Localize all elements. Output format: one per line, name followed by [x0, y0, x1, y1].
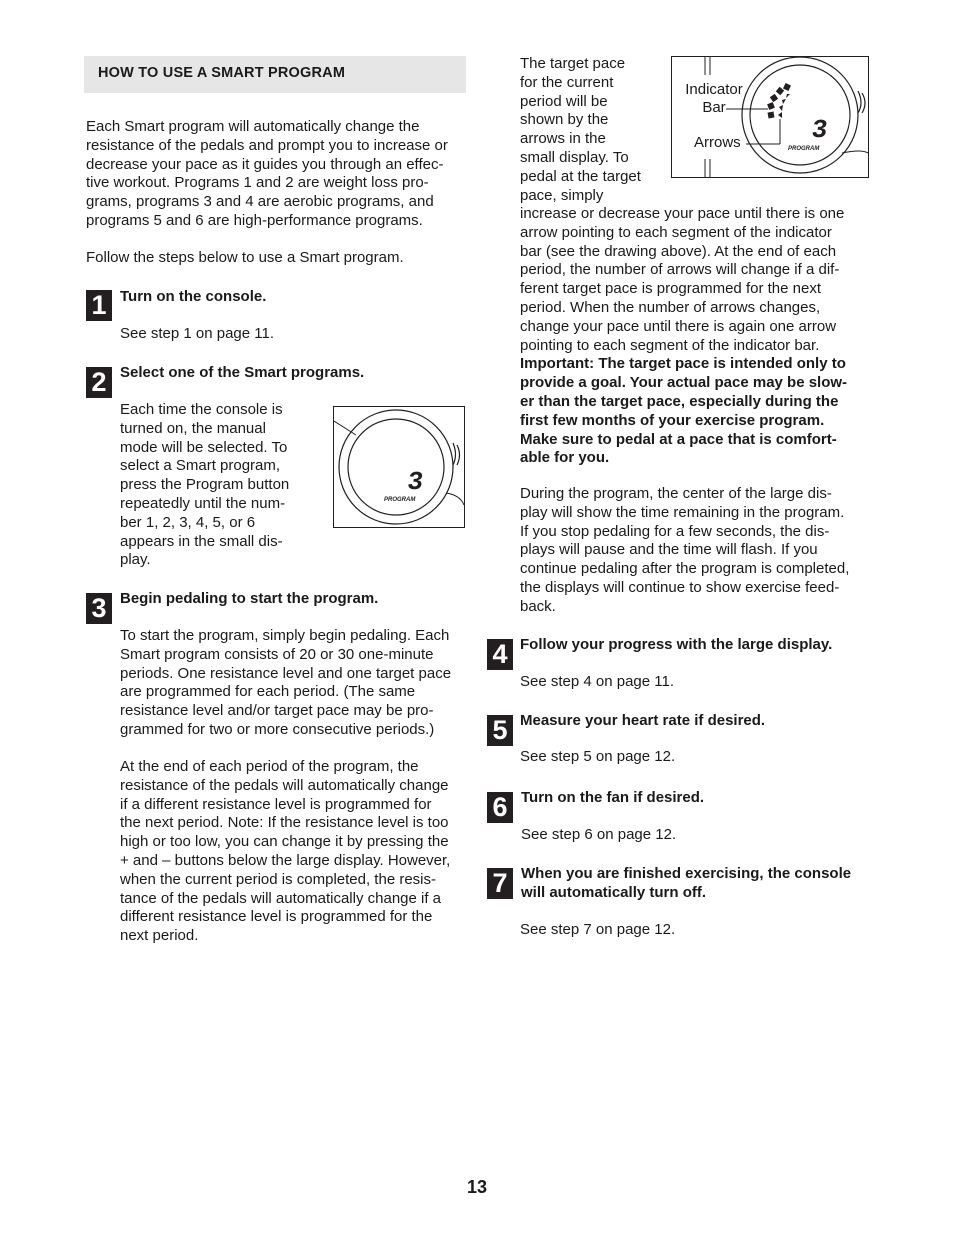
display-program-word: PROGRAM [384, 497, 416, 503]
target-line: shown by the [520, 111, 609, 129]
target-line: period will be [520, 92, 608, 110]
target-line: pedal at the target [520, 167, 641, 185]
section-title: HOW TO USE A SMART PROGRAM [98, 65, 346, 81]
target-pace-short-text [520, 55, 641, 205]
step-3-title: Begin pedaling to start the program. [120, 590, 379, 607]
display-digit: 3 [809, 115, 830, 145]
important-line: first few months of your exercise program. [520, 411, 825, 429]
step-7-body: See step 7 on page 12. [520, 921, 676, 938]
step-4-body: See step 4 on page 11. [520, 673, 675, 690]
target-arrows [778, 94, 790, 118]
step-1-title: Turn on the console. [120, 288, 267, 305]
step-3-line: To start the program, simply begin pedaling. Each [120, 627, 450, 644]
step-number-1: 1 [86, 290, 112, 321]
step-2-line: mode will be selected. To [120, 438, 288, 456]
indicator-display-drawing [672, 57, 868, 177]
step-7-title-line: When you are finished exercising, the console [521, 865, 852, 882]
indicator-label: Indicator [685, 81, 743, 98]
step-2-line: select a Smart program, [120, 457, 281, 475]
step-2-line: turned on, the manual [120, 419, 266, 437]
display-digit: 3 [405, 467, 426, 497]
step-3-line: high or too low, you can change it by pressing the [120, 833, 449, 851]
intro-paragraph [86, 118, 448, 231]
step-3-line: different resistance level is programmed for the [120, 908, 433, 926]
step-3-body-2 [120, 758, 450, 946]
step-7-title-line: will automatically turn off. [521, 883, 707, 901]
page-number: 13 [466, 1177, 488, 1197]
indicator-bar-segments [767, 83, 791, 118]
step-3-line: when the current period is completed, the resis- [120, 870, 436, 888]
target-line: arrows in the [520, 130, 606, 148]
console-display-drawing [334, 407, 464, 527]
target-line: for the current [520, 73, 614, 91]
step-3-line: next period. [120, 927, 199, 945]
during-line: If you stop pedaling for a few seconds, the dis- [520, 522, 830, 540]
target-line: period, the number of arrows will change if a dif- [520, 261, 840, 279]
target-line: ferent target pace is programmed for the next [520, 280, 821, 298]
intro-line: grams, programs 3 and 4 are aerobic programs, and [86, 193, 434, 211]
step-3-line: the next period. Note: If the resistance level is too [120, 814, 449, 832]
target-line: arrow pointing to each segment of the indicator [520, 223, 832, 241]
intro-line: decrease your pace as it guides you through an effec- [86, 155, 444, 173]
during-line: play will show the time remaining in the program. [520, 503, 845, 521]
step-2-line: ber 1, 2, 3, 4, 5, or 6 [120, 513, 256, 531]
step-2-line: Each time the console is [120, 401, 283, 418]
target-line: period. When the number of arrows changes, [520, 298, 821, 316]
step-3-line: periods. One resistance level and one target pace [120, 664, 452, 682]
during-line: continue pedaling after the program is completed, [520, 560, 850, 578]
step-3-line: Smart program consists of 20 or 30 one-minute [120, 645, 434, 663]
intro-line: programs 5 and 6 are high-performance programs. [86, 211, 423, 229]
arrows-label: Arrows [694, 134, 741, 151]
display-program-word: PROGRAM [788, 146, 820, 152]
step-6-body: See step 6 on page 12. [521, 826, 677, 843]
step-number-6: 6 [487, 792, 513, 823]
follow-steps-text: Follow the steps below to use a Smart program. [86, 249, 404, 266]
target-line: small display. To [520, 148, 629, 166]
target-line: change your pace until there is again one arrow [520, 317, 837, 335]
step-3-line: resistance level and/or target pace may be pro- [120, 702, 434, 720]
step-3-line: tance of the pedals will automatically change if a [120, 889, 442, 907]
step-3-line: resistance of the pedals will automatically change [120, 776, 449, 794]
step-number-5: 5 [487, 715, 513, 746]
step-5-body: See step 5 on page 12. [520, 748, 676, 765]
bar-label: Bar [702, 99, 726, 116]
target-line: pointing to each segment of the indicator bar. [520, 336, 820, 354]
step-3-line: grammed for two or more consecutive periods.) [120, 720, 435, 738]
step-2-line: play. [120, 551, 151, 569]
during-line: the displays will continue to show exercise feed- [520, 578, 840, 596]
step-number-4: 4 [487, 639, 513, 670]
step-1-body: See step 1 on page 11. [120, 325, 275, 342]
during-line: plays will pause and the time will flash. If you [520, 541, 818, 559]
during-program-text [520, 485, 849, 617]
step-4-title: Follow your progress with the large display. [520, 636, 833, 653]
target-line: The target pace [520, 55, 626, 72]
step-7-title [521, 865, 851, 903]
step-2-line: appears in the small dis- [120, 532, 283, 550]
step-number-7: 7 [487, 868, 513, 899]
step-3-line: if a different resistance level is programmed for [120, 795, 432, 813]
target-line: bar (see the drawing above). At the end of each [520, 242, 837, 260]
step-3-line: At the end of each period of the program, the [120, 758, 419, 775]
intro-line: tive workout. Programs 1 and 2 are weight loss pro- [86, 174, 429, 192]
during-line: back. [520, 597, 556, 615]
step-3-line: are programmed for each period. (The same [120, 683, 416, 701]
step-2-body [120, 401, 289, 570]
step-3-body [120, 627, 451, 740]
target-line: increase or decrease your pace until there is one [520, 205, 845, 222]
intro-line: Each Smart program will automatically change the [86, 118, 420, 135]
indicator-bar-figure [671, 56, 869, 178]
important-line: able for you. [520, 449, 610, 467]
step-2-line: repeatedly until the num- [120, 494, 286, 512]
step-6-title: Turn on the fan if desired. [521, 789, 705, 806]
target-pace-long-text [520, 205, 847, 468]
step-number-3: 3 [86, 593, 112, 624]
program-display-figure [333, 406, 465, 528]
during-line: During the program, the center of the large dis- [520, 485, 832, 502]
important-line: provide a goal. Your actual pace may be slow- [520, 374, 848, 392]
important-line: Make sure to pedal at a pace that is comfort- [520, 430, 837, 448]
target-line: pace, simply [520, 186, 604, 204]
important-line: er than the target pace, especially during the [520, 392, 839, 410]
step-5-title: Measure your heart rate if desired. [520, 712, 766, 729]
step-2-title: Select one of the Smart programs. [120, 364, 365, 381]
intro-line: resistance of the pedals and prompt you to increase or [86, 136, 448, 154]
step-number-2: 2 [86, 367, 112, 398]
important-line: Important: The target pace is intended only to [520, 355, 846, 373]
step-3-line: + and – buttons below the large display. However, [120, 851, 451, 869]
step-2-line: press the Program button [120, 476, 290, 494]
